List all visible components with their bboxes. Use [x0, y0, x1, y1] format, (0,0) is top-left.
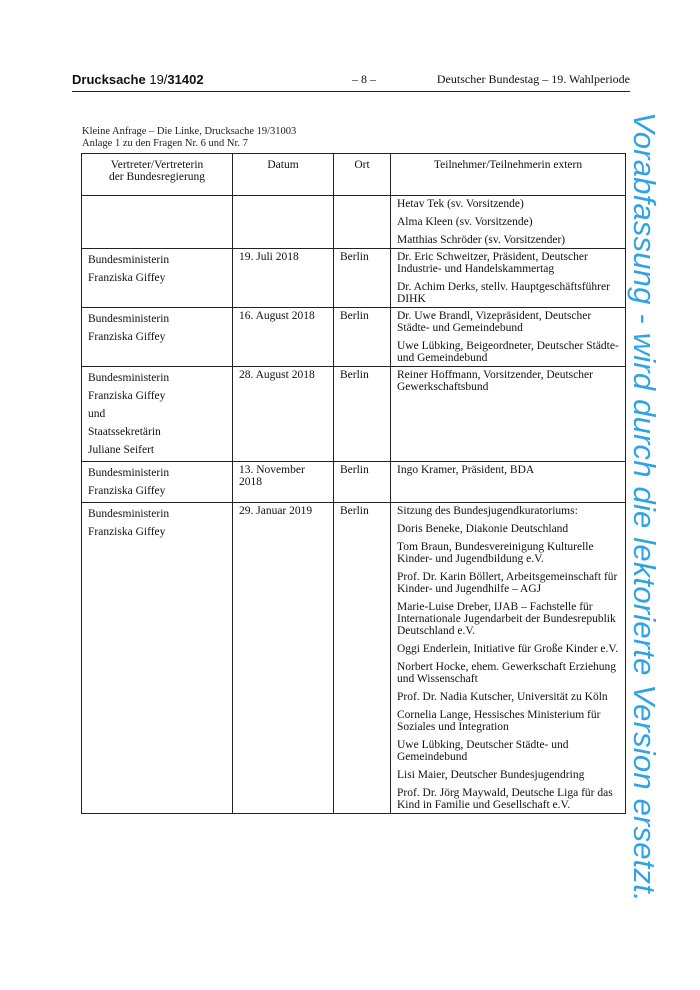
participant-entry: Dr. Uwe Brandl, Vizepräsident, Deutscher Städte- und Gemeindebund [397, 310, 592, 334]
cell-participants [391, 308, 626, 367]
cell-date [233, 196, 334, 249]
participant-entry: Ingo Kramer, Präsident, BDA [397, 464, 535, 476]
participant-entry: Prof. Dr. Jörg Maywald, Deutsche Liga für das Kind in Familie und Gesellschaft e.V. [397, 787, 613, 811]
cell-participants [391, 367, 626, 462]
cell-date: 16. August 2018 [233, 308, 334, 367]
representative-line: Franziska Giffey [88, 272, 166, 284]
participant-entry: Oggi Enderlein, Initiative für Große Kinder e.V. [397, 643, 619, 655]
participant-entry: Uwe Lübking, Beigeordneter, Deutscher Städte- und Gemeindebund [397, 340, 619, 364]
cell-place: Berlin [334, 308, 391, 367]
drucksache-id [72, 72, 204, 87]
participant-entry: Lisi Maier, Deutscher Bundesjugendring [397, 769, 585, 781]
page-header [72, 72, 630, 90]
caption-line-2: Anlage 1 zu den Fragen Nr. 6 und Nr. 7 [82, 138, 248, 149]
cell-representative [82, 503, 233, 814]
participant-entry: Uwe Lübking, Deutscher Städte- und Gemeindebund [397, 739, 569, 763]
table-row [82, 462, 626, 503]
participant-entry: Tom Braun, Bundesvereinigung Kulturelle Kinder- und Jugendbildung e.V. [397, 541, 594, 565]
cell-participants [391, 196, 626, 249]
representative-line: Bundesministerin [88, 467, 170, 479]
representative-line: Bundesministerin [88, 372, 170, 384]
header-date: Datum [233, 154, 334, 196]
publisher: Deutscher Bundestag – 19. Wahlperiode [436, 72, 630, 86]
cell-place: Berlin [334, 249, 391, 308]
representative-line: Staatssekretärin [88, 426, 161, 438]
cell-date: 13. November 2018 [233, 462, 334, 503]
representative-line: Bundesministerin [88, 313, 170, 325]
cell-date: 29. Januar 2019 [233, 503, 334, 814]
representative-line: Juliane Seifert [88, 444, 155, 456]
participant-entry: Cornelia Lange, Hessisches Ministerium für Soziales und Integration [397, 709, 601, 733]
header-place: Ort [334, 154, 391, 196]
representative-line: Bundesministerin [88, 254, 170, 266]
participant-entry: Doris Beneke, Diakonie Deutschland [397, 523, 569, 535]
participant-entry: Alma Kleen (sv. Vorsitzende) [397, 216, 533, 228]
cell-representative [82, 308, 233, 367]
cell-participants [391, 249, 626, 308]
header-representative-line-1: Vertreter/Vertreterin [110, 159, 204, 171]
cell-date: 28. August 2018 [233, 367, 334, 462]
participant-entry: Matthias Schröder (sv. Vorsitzender) [397, 234, 566, 246]
table-row [82, 367, 626, 462]
cell-place [334, 196, 391, 249]
participant-entry: Sitzung des Bundesjugendkuratoriums: [397, 505, 578, 517]
header-divider [72, 91, 630, 92]
cell-representative [82, 249, 233, 308]
representative-line: und [88, 408, 106, 420]
meetings-table [81, 153, 626, 814]
participant-entry: Dr. Eric Schweitzer, Präsident, Deutscher Industrie- und Handelskammertag [397, 251, 588, 275]
draft-watermark [627, 112, 684, 902]
cell-place: Berlin [334, 462, 391, 503]
participant-entry: Dr. Achim Derks, stellv. Hauptgeschäftsführer DIHK [397, 281, 610, 305]
header-representative-line-2: der Bundesregierung [108, 171, 206, 183]
representative-line: Franziska Giffey [88, 485, 166, 497]
cell-place: Berlin [334, 503, 391, 814]
cell-representative [82, 367, 233, 462]
page-number: – 8 – [352, 72, 376, 86]
table-row [82, 249, 626, 308]
cell-place: Berlin [334, 367, 391, 462]
table-row [82, 503, 626, 814]
participant-entry: Marie-Luise Dreber, IJAB – Fachstelle für Internationale Jugendarbeit der Bundesrepublik Deutschland e.V. [397, 601, 616, 637]
watermark-text: Vorabfassung - wird durch die lektorierte Version ersetzt. [627, 112, 662, 902]
drucksache-label: Drucksache [72, 72, 146, 87]
cell-participants [391, 503, 626, 814]
representative-line: Franziska Giffey [88, 331, 166, 343]
participant-entry: Reiner Hoffmann, Vorsitzender, Deutscher Gewerkschaftsbund [397, 369, 593, 393]
cell-date: 19. Juli 2018 [233, 249, 334, 308]
header-representative [82, 154, 233, 196]
representative-line: Franziska Giffey [88, 526, 166, 538]
cell-representative [82, 462, 233, 503]
participant-entry: Norbert Hocke, ehem. Gewerkschaft Erziehung und Wissenschaft [397, 661, 617, 685]
representative-line: Bundesministerin [88, 508, 170, 520]
table-body [82, 196, 626, 814]
table-caption [82, 126, 296, 150]
participant-entry: Prof. Dr. Karin Böllert, Arbeitsgemeinschaft für Kinder- und Jugendhilfe – AGJ [397, 571, 618, 595]
representative-line: Franziska Giffey [88, 390, 166, 402]
table-row [82, 196, 626, 249]
participant-entry: Hetav Tek (sv. Vorsitzende) [397, 198, 524, 210]
drucksache-prefix: 19/ [149, 72, 168, 87]
cell-participants [391, 462, 626, 503]
cell-representative [82, 196, 233, 249]
header-participants: Teilnehmer/Teilnehmerin extern [391, 154, 626, 196]
drucksache-number: 31402 [167, 72, 204, 87]
table-header-row [82, 154, 626, 196]
caption-line-1: Kleine Anfrage – Die Linke, Drucksache 19/31003 [82, 126, 297, 137]
participant-entry: Prof. Dr. Nadia Kutscher, Universität zu Köln [397, 691, 608, 703]
table-row [82, 308, 626, 367]
